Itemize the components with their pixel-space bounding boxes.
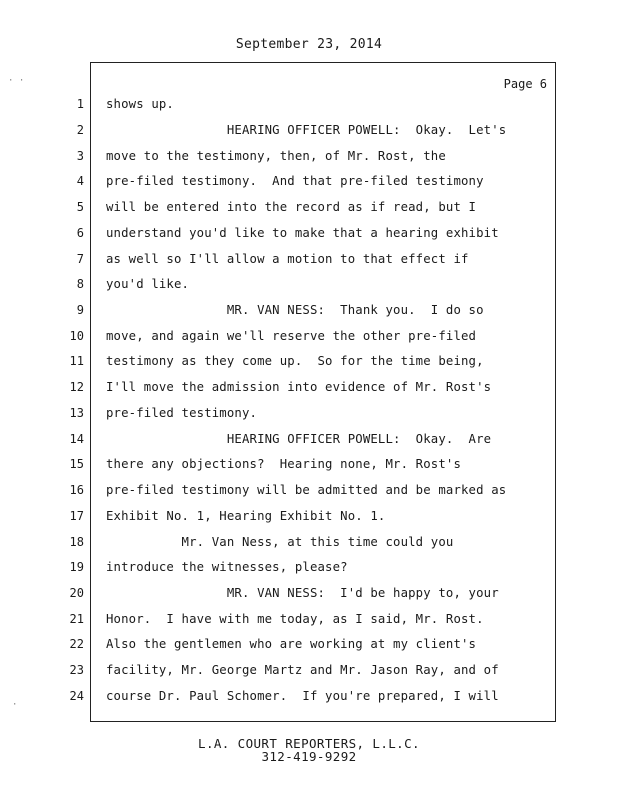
line-number: 1 xyxy=(76,97,84,111)
line-number: 7 xyxy=(76,252,84,266)
line-number: 23 xyxy=(69,663,84,677)
line-number: 2 xyxy=(76,123,84,137)
transcript-line: understand you'd like to make that a hearing exhibit xyxy=(106,226,499,240)
transcript-line: Also the gentlemen who are working at my client's xyxy=(106,637,477,651)
line-number: 21 xyxy=(69,612,84,626)
transcript-line: I'll move the admission into evidence of Mr. Rost's xyxy=(106,380,492,394)
line-number: 16 xyxy=(69,483,84,497)
transcript-line: pre-filed testimony. And that pre-filed testimony xyxy=(106,174,484,188)
line-number: 4 xyxy=(76,174,84,188)
transcript-line: will be entered into the record as if read, but I xyxy=(106,200,477,214)
transcript-line: Honor. I have with me today, as I said, Mr. Rost. xyxy=(106,612,484,626)
transcript-line: move to the testimony, then, of Mr. Rost, the xyxy=(106,149,446,163)
line-number: 5 xyxy=(76,200,84,214)
transcript-line: MR. VAN NESS: I'd be happy to, your xyxy=(106,586,499,600)
transcript-line: HEARING OFFICER POWELL: Okay. Are xyxy=(106,432,492,446)
transcript-line: as well so I'll allow a motion to that effect if xyxy=(106,252,469,266)
line-number: 3 xyxy=(76,149,84,163)
line-number: 18 xyxy=(69,535,84,549)
margin-speck: · xyxy=(12,700,18,710)
transcript-line: MR. VAN NESS: Thank you. I do so xyxy=(106,303,484,317)
margin-speck: · · xyxy=(8,76,25,86)
transcript-line: Mr. Van Ness, at this time could you xyxy=(106,535,454,549)
line-number: 17 xyxy=(69,509,84,523)
page-footer xyxy=(0,737,618,763)
line-number: 20 xyxy=(69,586,84,600)
line-number: 6 xyxy=(76,226,84,240)
line-number: 10 xyxy=(69,329,84,343)
line-number: 22 xyxy=(69,637,84,651)
line-number: 9 xyxy=(76,303,84,317)
line-number: 14 xyxy=(69,432,84,446)
transcript-line: there any objections? Hearing none, Mr. Rost's xyxy=(106,457,462,471)
transcript-line: facility, Mr. George Martz and Mr. Jason Ray, and of xyxy=(106,663,499,677)
line-number: 19 xyxy=(69,560,84,574)
transcript-line: you'd like. xyxy=(106,277,190,291)
transcript-line: testimony as they come up. So for the time being, xyxy=(106,354,484,368)
line-number: 24 xyxy=(69,689,84,703)
line-number: 13 xyxy=(69,406,84,420)
transcript-line: introduce the witnesses, please? xyxy=(106,560,348,574)
line-number: 11 xyxy=(69,354,84,368)
transcript-line: pre-filed testimony will be admitted and be marked as xyxy=(106,483,507,497)
transcript-line: HEARING OFFICER POWELL: Okay. Let's xyxy=(106,123,507,137)
transcript-line: shows up. xyxy=(106,97,174,111)
transcript-line: move, and again we'll reserve the other pre-filed xyxy=(106,329,477,343)
page-number: Page 6 xyxy=(503,77,547,91)
transcript-line: pre-filed testimony. xyxy=(106,406,258,420)
line-number: 12 xyxy=(69,380,84,394)
court-reporter-phone: 312-419-9292 xyxy=(261,749,357,764)
line-number: 8 xyxy=(76,277,84,291)
transcript-line: Exhibit No. 1, Hearing Exhibit No. 1. xyxy=(106,509,386,523)
line-number: 15 xyxy=(69,457,84,471)
transcript-line: course Dr. Paul Schomer. If you're prepared, I will xyxy=(106,689,499,703)
court-reporter-name: L.A. COURT REPORTERS, L.L.C. xyxy=(198,736,420,751)
page-header-date: September 23, 2014 xyxy=(235,37,383,52)
